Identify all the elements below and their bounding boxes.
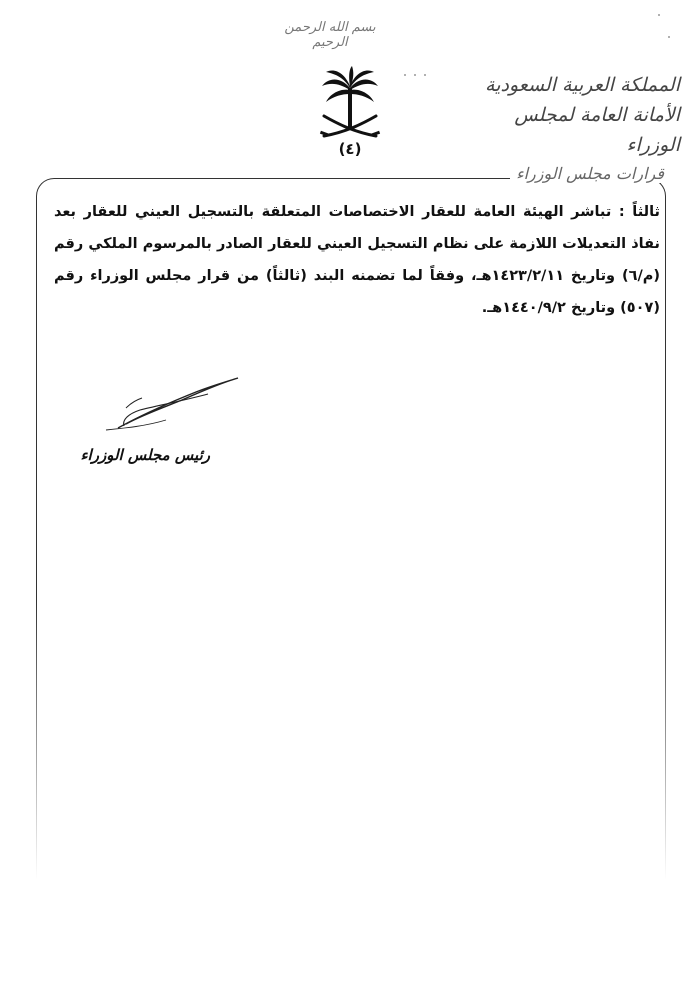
frame-fade-left [34, 600, 38, 880]
kingdom-name: المملكة العربية السعودية [485, 74, 680, 96]
basmala: بسم الله الرحمن الرحيم [284, 20, 376, 50]
signatory-title: رئيس مجلس الوزراء [80, 446, 210, 464]
clause-label: ثالثاً : [618, 204, 660, 220]
page-number: (٤) [338, 140, 362, 158]
decision-body [54, 196, 660, 324]
frame-fade-right [662, 600, 666, 880]
scan-speck [414, 74, 416, 76]
scan-speck [404, 74, 406, 76]
scan-speck [658, 14, 660, 16]
clause-paragraph [54, 196, 660, 324]
secretariat-name: الأمانة العامة لمجلس الوزراء [514, 104, 680, 156]
letterhead [480, 70, 680, 160]
scan-speck [424, 74, 426, 76]
decision-label: قرارات مجلس الوزراء [510, 164, 668, 183]
scan-speck [668, 36, 670, 38]
saudi-emblem-icon [318, 66, 382, 170]
signature-icon [96, 370, 246, 440]
clause-text: تباشر الهيئة العامة للعقار الاختصاصات المتعلقة بالتسجيل العيني للعقار بعد نفاذ التعديلات اللازمة على نظام التسجيل العيني للعقار الصادر بالمرسوم الملكي رقم (م/٦) وتاريخ ١٤٢٣/٢/١١هـ، وفقاً لما تضمنه البند (ثالثاً) من قرار مجلس الوزراء رقم (٥٠٧) وتاريخ ١٤٤٠/٩/٢هـ. [54, 204, 660, 316]
